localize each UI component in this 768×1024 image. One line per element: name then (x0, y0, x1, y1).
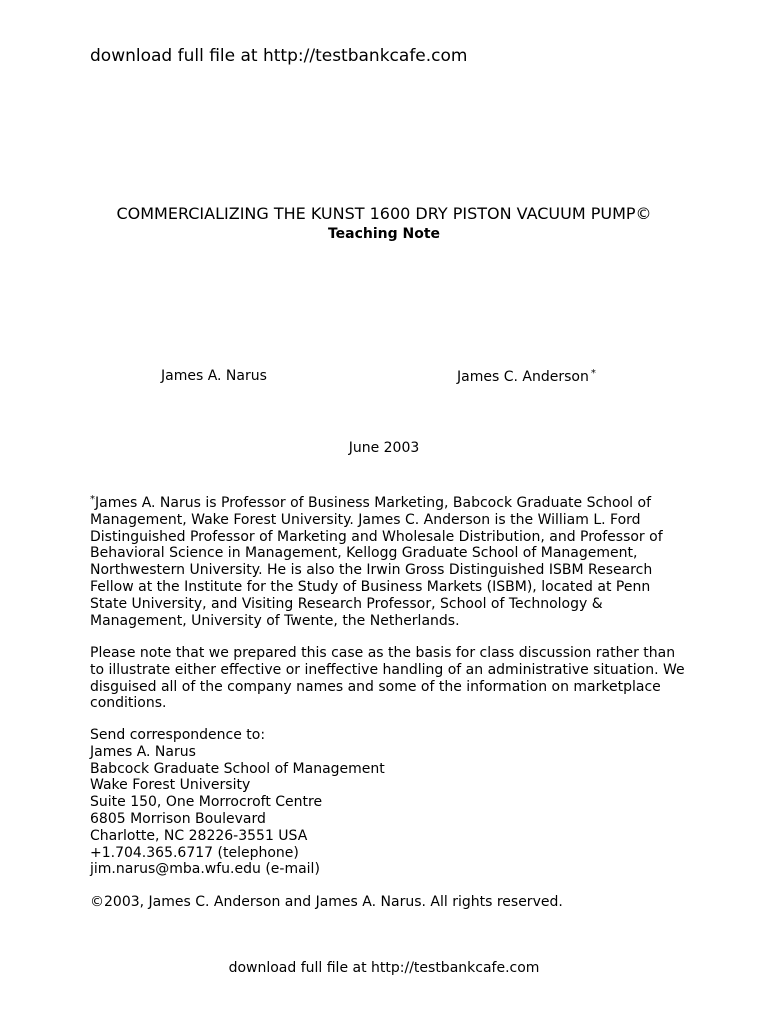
title-block (0, 204, 768, 242)
document-title: COMMERCIALIZING THE KUNST 1600 DRY PISTON VACUUM PUMP© (116, 204, 652, 223)
address-line: Babcock Graduate School of Management (90, 760, 385, 777)
document-subtitle: Teaching Note (327, 226, 441, 242)
address-line: Charlotte, NC 28226-3551 USA (90, 827, 308, 844)
address-line: Suite 150, One Morrocroft Centre (90, 794, 323, 811)
address-line: Wake Forest University (90, 777, 251, 794)
author-name-text: James C. Anderson (457, 369, 589, 385)
footer-download-link: download full file at http://testbankcafe.com (228, 960, 540, 976)
footnote-text: James A. Narus is Professor of Business Marketing, Babcock Graduate School of Management, Wake Forest University. James C. Anderson is the William L. Ford Distinguished Professor of Marketing and Wholesale Distribution, and Professor of Behavioral Science in Management, Kellogg Graduate School of Management, Northwestern University. He is also the Irwin Gross Distinguished ISBM Research Fellow at the Institute for the Study of Business Markets (ISBM), located at Penn State University, and Visiting Research Professor, School of Technology & Management, University of Twente, the Netherlands. (90, 495, 663, 629)
author-name-text: James A. Narus (161, 368, 267, 384)
copyright-notice: ©2003, James C. Anderson and James A. Narus. All rights reserved. (90, 894, 563, 910)
author-footnote (90, 492, 690, 629)
correspondence-block (90, 727, 690, 878)
header-download-link: download full file at http://testbankcafe.com (90, 46, 468, 66)
address-line: 6805 Morrison Boulevard (90, 810, 266, 827)
correspondence-heading: Send correspondence to: (90, 727, 266, 743)
document-date: June 2003 (348, 440, 420, 456)
telephone-line: +1.704.365.6717 (telephone) (90, 844, 299, 861)
footnote-marker: * (590, 368, 596, 379)
address-line: James A. Narus (90, 743, 196, 760)
author-name (161, 368, 267, 384)
disclaimer-paragraph: Please note that we prepared this case as the basis for class discussion rather than to illustrate either effective or ineffective handling of an administrative situation. We disguised all of the company names and some of the information on marketplace conditions. (90, 645, 685, 712)
email-line: jim.narus@mba.wfu.edu (e-mail) (90, 861, 320, 878)
author-name (457, 368, 596, 385)
footnote-marker: * (90, 494, 95, 505)
